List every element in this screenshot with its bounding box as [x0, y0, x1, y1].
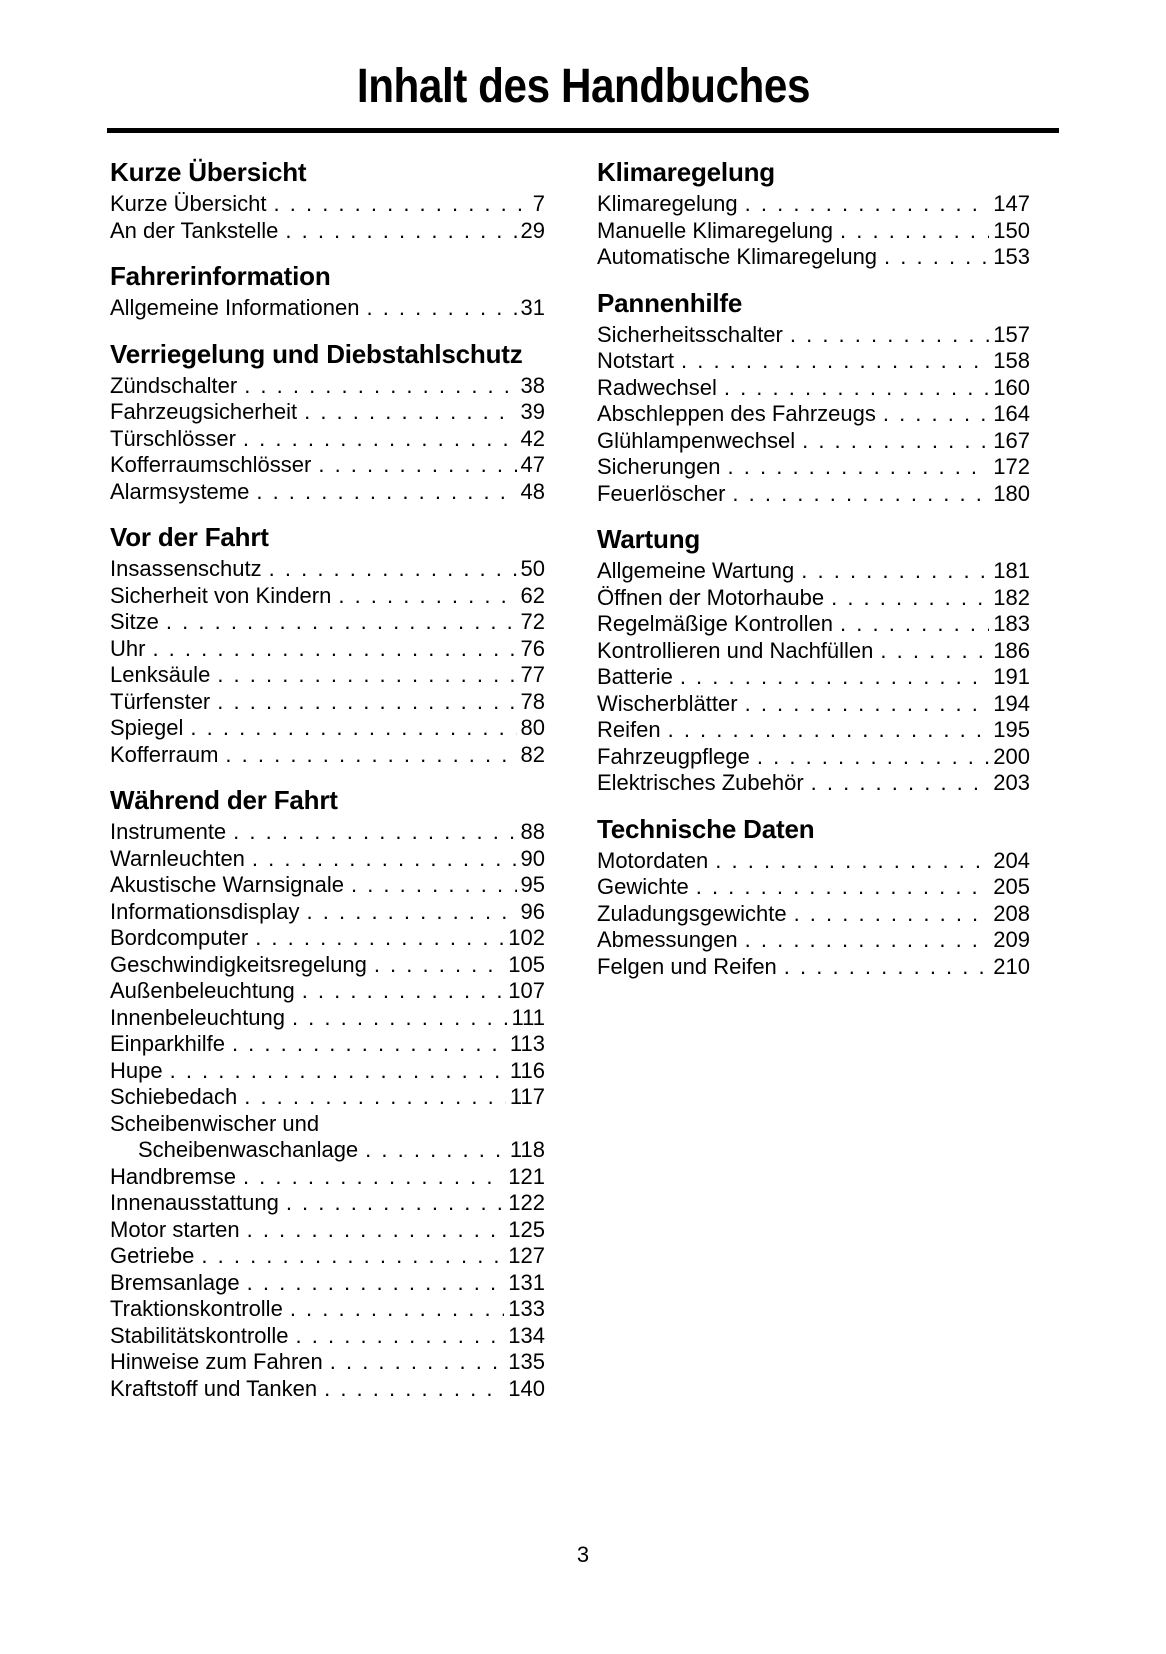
toc-leader-dots: [680, 664, 989, 691]
toc-leader-dots: [252, 846, 517, 873]
toc-entry: [110, 952, 545, 979]
toc-leader-dots: [884, 244, 989, 271]
toc-entry-page-number: 95: [520, 872, 545, 898]
toc-leader-dots: [318, 452, 516, 479]
toc-section-heading: Klimaregelung: [597, 157, 775, 188]
toc-entry-label: Geschwindigkeitsregelung: [110, 951, 367, 977]
toc-entry-page-number: 77: [520, 662, 545, 688]
toc-entry-page-number: 29: [520, 217, 545, 243]
toc-leader-dots: [217, 689, 516, 716]
toc-entry: [110, 1270, 545, 1297]
toc-leader-dots: [232, 1031, 506, 1058]
toc-entry: [110, 1323, 545, 1350]
toc-entry: [597, 954, 1030, 981]
toc-entry-page-number: 195: [993, 717, 1030, 743]
toc-entry-label: Sicherungen: [597, 454, 721, 480]
toc-entry-page-number: 133: [508, 1296, 545, 1322]
toc-entry-page-number: 204: [993, 847, 1030, 873]
toc-entry-label: Motor starten: [110, 1216, 240, 1242]
toc-entry: [110, 1190, 545, 1217]
toc-entry: [110, 1084, 545, 1111]
toc-entry-page-number: 122: [508, 1190, 545, 1216]
toc-entry: [110, 978, 545, 1005]
toc-entry-label: Reifen: [597, 717, 661, 743]
toc-entry-label: Notstart: [597, 348, 675, 374]
toc-entry-page-number: 111: [511, 1004, 545, 1030]
toc-leader-dots: [840, 611, 989, 638]
toc-leader-dots: [696, 874, 990, 901]
toc-entry-label: Alarmsysteme: [110, 478, 250, 504]
toc-entry-label: Einparkhilfe: [110, 1031, 225, 1057]
toc-entry-page-number: 118: [509, 1137, 545, 1163]
toc-entry-page-number: 140: [508, 1375, 545, 1401]
toc-entry-label: Schiebedach: [110, 1084, 238, 1110]
toc-entry-page-number: 39: [520, 399, 545, 425]
toc-leader-dots: [302, 978, 505, 1005]
toc-section: [597, 524, 1030, 797]
toc-entry: [110, 1005, 545, 1032]
toc-entry: [110, 846, 545, 873]
toc-entry: [110, 452, 545, 479]
toc-entry-label: Gewichte: [597, 874, 689, 900]
toc-entry-label: Innenausstattung: [110, 1190, 279, 1216]
toc-leader-dots: [790, 322, 989, 349]
toc-entry-label: Kraftstoff und Tanken: [110, 1375, 318, 1401]
toc-entry: [110, 1296, 545, 1323]
toc-leader-dots: [811, 770, 990, 797]
toc-entry: [110, 556, 545, 583]
toc-entry-label: Kofferraum: [110, 741, 219, 767]
toc-entry-label: Allgemeine Informationen: [110, 295, 360, 321]
toc-entry-label: Scheibenwischer und: [110, 1110, 320, 1136]
toc-entry-page-number: 80: [520, 715, 545, 741]
toc-leader-dots: [243, 426, 517, 453]
toc-entry-page-number: 135: [508, 1349, 545, 1375]
toc-leader-dots: [883, 401, 989, 428]
toc-entry: [597, 218, 1030, 245]
toc-entry: [597, 191, 1030, 218]
toc-leader-dots: [243, 1164, 504, 1191]
toc-leader-dots: [802, 428, 989, 455]
toc-entry-page-number: 160: [993, 374, 1030, 400]
toc-entry-label: Türschlösser: [110, 425, 236, 451]
toc-entry: [597, 874, 1030, 901]
toc-entry-label: Zündschalter: [110, 372, 238, 398]
page-title-text: Inhalt des Handbuches: [356, 60, 810, 113]
toc-entry: [597, 348, 1030, 375]
toc-entry-page-number: 117: [509, 1084, 545, 1110]
toc-leader-dots: [724, 375, 989, 402]
toc-entry-page-number: 203: [993, 770, 1030, 796]
toc-leader-dots: [366, 295, 516, 322]
toc-entry: [597, 585, 1030, 612]
toc-entry-label: Traktionskontrolle: [110, 1296, 283, 1322]
toc-entry-page-number: 150: [993, 217, 1030, 243]
toc-entry-label: Manuelle Klimaregelung: [597, 217, 834, 243]
toc-entry-page-number: 172: [993, 454, 1030, 480]
toc-entry: [597, 717, 1030, 744]
toc-entry-label: Automatische Klimaregelung: [597, 244, 878, 270]
toc-entry-label: Wischerblätter: [597, 690, 738, 716]
toc-leader-dots: [880, 638, 989, 665]
toc-entry-page-number: 205: [993, 874, 1030, 900]
toc-entry-page-number: 7: [532, 191, 545, 217]
toc-leader-dots: [274, 191, 529, 218]
toc-section-heading: Fahrerinformation: [110, 261, 331, 292]
toc-leader-dots: [794, 901, 990, 928]
toc-entry: [110, 742, 545, 769]
toc-entry: [597, 322, 1030, 349]
toc-entry-label: Bordcomputer: [110, 925, 249, 951]
toc-entry-label: Glühlampenwechsel: [597, 427, 796, 453]
toc-entry-page-number: 181: [993, 558, 1030, 584]
toc-entry-page-number: 82: [520, 741, 545, 767]
toc-entry-label: An der Tankstelle: [110, 217, 279, 243]
toc-leader-dots: [715, 848, 989, 875]
toc-entry: [110, 1137, 545, 1164]
toc-entry-label: Scheibenwaschanlage: [138, 1137, 359, 1163]
toc-entry-label: Hupe: [110, 1057, 163, 1083]
toc-entry-label: Türfenster: [110, 688, 211, 714]
toc-leader-dots: [233, 819, 516, 846]
toc-entry-label: Sicherheit von Kindern: [110, 582, 332, 608]
toc-entry-label: Handbremse: [110, 1163, 236, 1189]
toc-leader-dots: [166, 609, 517, 636]
toc-entry: [110, 662, 545, 689]
toc-entry-label: Akustische Warnsignale: [110, 872, 344, 898]
toc-entry-page-number: 167: [993, 427, 1030, 453]
toc-entry-page-number: 121: [508, 1163, 545, 1189]
toc-entry-label: Uhr: [110, 635, 146, 661]
toc-entry-label: Kontrollieren und Nachfüllen: [597, 637, 874, 663]
toc-entry: [110, 218, 545, 245]
toc-entry-label: Instrumente: [110, 819, 227, 845]
toc-entry: [110, 899, 545, 926]
toc-entry-label: Fahrzeugpflege: [597, 743, 750, 769]
toc-entry: [597, 428, 1030, 455]
toc-entry-page-number: 147: [993, 191, 1030, 217]
toc-entry-label: Fahrzeugsicherheit: [110, 399, 298, 425]
toc-leader-dots: [296, 1323, 505, 1350]
toc-entry-page-number: 180: [993, 480, 1030, 506]
toc-entry: [110, 479, 545, 506]
toc-section-heading: Technische Daten: [597, 813, 815, 844]
toc-entry-page-number: 191: [993, 664, 1030, 690]
toc-leader-dots: [840, 218, 989, 245]
toc-entry-page-number: 208: [993, 900, 1030, 926]
toc-entry: [597, 244, 1030, 271]
toc-entry-page-number: 113: [509, 1031, 545, 1057]
toc-entry: [110, 399, 545, 426]
toc-leader-dots: [190, 715, 516, 742]
toc-entry: [110, 1031, 545, 1058]
toc-section-heading: Während der Fahrt: [110, 785, 338, 816]
toc-leader-dots: [225, 742, 516, 769]
toc-leader-dots: [292, 1005, 508, 1032]
toc-entry-label: Getriebe: [110, 1243, 195, 1269]
toc-entry-page-number: 194: [993, 690, 1030, 716]
toc-entry: [597, 611, 1030, 638]
toc-leader-dots: [374, 952, 504, 979]
toc-entry-page-number: 50: [520, 556, 545, 582]
toc-leader-dots: [801, 558, 989, 585]
toc-leader-dots: [290, 1296, 504, 1323]
toc-entry-page-number: 48: [520, 478, 545, 504]
toc-leader-dots: [324, 1376, 504, 1403]
toc-section: [597, 288, 1030, 508]
toc-entry: [110, 1349, 545, 1376]
toc-leader-dots: [681, 348, 989, 375]
toc-section-heading: Kurze Übersicht: [110, 157, 307, 188]
toc-entry-page-number: 47: [520, 452, 545, 478]
toc-leader-dots: [285, 218, 516, 245]
toc-entry: [597, 481, 1030, 508]
toc-leader-dots: [307, 899, 517, 926]
toc-entry-page-number: 157: [993, 321, 1030, 347]
toc-leader-dots: [152, 636, 516, 663]
toc-entry-label: Regelmäßige Kontrollen: [597, 611, 834, 637]
toc-entry: [110, 1376, 545, 1403]
toc-entry-label: Kurze Übersicht: [110, 191, 267, 217]
toc-entry: [597, 770, 1030, 797]
toc-entry: [110, 295, 545, 322]
toc-section-heading: Vor der Fahrt: [110, 522, 269, 553]
toc-entry: [110, 819, 545, 846]
toc-leader-dots: [247, 1270, 505, 1297]
toc-entry: [597, 401, 1030, 428]
toc-entry-page-number: 72: [520, 609, 545, 635]
toc-entry: [110, 636, 545, 663]
toc-entry: [597, 375, 1030, 402]
table-of-contents: [0, 133, 1166, 1402]
toc-entry: [110, 1217, 545, 1244]
toc-entry: [597, 558, 1030, 585]
toc-entry: [597, 691, 1030, 718]
toc-leader-dots: [304, 399, 516, 426]
toc-entry-page-number: 78: [520, 688, 545, 714]
toc-leader-dots: [745, 927, 990, 954]
toc-entry-page-number: 90: [520, 845, 545, 871]
toc-leader-dots: [745, 191, 990, 218]
toc-leader-dots: [757, 744, 989, 771]
toc-entry-label: Außenbeleuchtung: [110, 978, 295, 1004]
toc-entry-page-number: 31: [520, 295, 545, 321]
toc-entry: [110, 872, 545, 899]
toc-section: [110, 522, 545, 768]
toc-entry-page-number: 183: [993, 611, 1030, 637]
toc-leader-dots: [269, 556, 517, 583]
toc-leader-dots: [745, 691, 990, 718]
toc-entry-label: Batterie: [597, 664, 673, 690]
toc-leader-dots: [365, 1137, 506, 1164]
toc-entry: [110, 191, 545, 218]
toc-leader-dots: [330, 1349, 505, 1376]
toc-entry-label: Warnleuchten: [110, 845, 245, 871]
toc-section: [110, 261, 545, 322]
toc-entry-label: Insassenschutz: [110, 556, 262, 582]
toc-entry-label: Felgen und Reifen: [597, 953, 777, 979]
toc-entry: [110, 1058, 545, 1085]
toc-entry-label: Zuladungsgewichte: [597, 900, 787, 926]
toc-entry-page-number: 134: [508, 1322, 545, 1348]
toc-entry-page-number: 158: [993, 348, 1030, 374]
toc-entry-label: Feuerlöscher: [597, 480, 726, 506]
toc-entry-page-number: 131: [508, 1269, 545, 1295]
toc-entry-page-number: 96: [520, 898, 545, 924]
toc-column: [110, 157, 545, 1402]
toc-leader-dots: [256, 479, 516, 506]
toc-entry-page-number: 153: [993, 244, 1030, 270]
toc-entry-page-number: 88: [520, 819, 545, 845]
toc-entry: [110, 1164, 545, 1191]
toc-leader-dots: [247, 1217, 505, 1244]
toc-entry-label: Spiegel: [110, 715, 184, 741]
toc-section: [110, 339, 545, 506]
toc-entry-page-number: 186: [993, 637, 1030, 663]
toc-entry-label: Kofferraumschlösser: [110, 452, 312, 478]
toc-entry: [597, 664, 1030, 691]
toc-entry-page-number: 125: [508, 1216, 545, 1242]
toc-entry-page-number: 127: [508, 1243, 545, 1269]
toc-entry: [110, 925, 545, 952]
toc-leader-dots: [728, 454, 990, 481]
toc-entry: [110, 609, 545, 636]
toc-entry-page-number: 164: [993, 401, 1030, 427]
toc-entry-page-number: 116: [509, 1057, 545, 1083]
toc-entry-label: Informationsdisplay: [110, 898, 300, 924]
toc-entry: [110, 583, 545, 610]
toc-entry-page-number: 76: [520, 635, 545, 661]
toc-leader-dots: [244, 1084, 506, 1111]
toc-leader-dots: [831, 585, 989, 612]
toc-entry: [110, 1243, 545, 1270]
toc-entry-label: Abmessungen: [597, 927, 738, 953]
toc-entry-label: Sitze: [110, 609, 159, 635]
toc-entry: [597, 454, 1030, 481]
toc-entry-page-number: 210: [993, 953, 1030, 979]
toc-leader-dots: [217, 662, 516, 689]
toc-entry-page-number: 200: [993, 743, 1030, 769]
toc-entry-label: Radwechsel: [597, 374, 717, 400]
toc-section: [110, 785, 545, 1402]
toc-leader-dots: [244, 373, 516, 400]
toc-entry-page-number: 38: [520, 372, 545, 398]
toc-entry: [597, 744, 1030, 771]
toc-entry: [597, 638, 1030, 665]
toc-entry-label: Abschleppen des Fahrzeugs: [597, 401, 876, 427]
toc-entry: [597, 901, 1030, 928]
toc-section-heading: Pannenhilfe: [597, 287, 743, 318]
toc-entry-page-number: 105: [508, 951, 545, 977]
toc-entry-label: Lenksäule: [110, 662, 211, 688]
toc-entry: [110, 1111, 545, 1138]
toc-entry-page-number: 102: [508, 925, 545, 951]
toc-entry-label: Motordaten: [597, 847, 709, 873]
toc-leader-dots: [170, 1058, 506, 1085]
toc-entry-label: Stabilitätskontrolle: [110, 1322, 289, 1348]
toc-section-heading: Verriegelung und Diebstahlschutz: [110, 338, 523, 369]
toc-entry: [110, 426, 545, 453]
toc-entry-page-number: 42: [520, 425, 545, 451]
toc-entry-label: Hinweise zum Fahren: [110, 1349, 323, 1375]
toc-section-heading: Wartung: [597, 524, 701, 555]
toc-leader-dots: [201, 1243, 504, 1270]
toc-leader-dots: [286, 1190, 504, 1217]
toc-section: [110, 157, 545, 244]
footer-page-number: 3: [576, 1542, 590, 1567]
toc-entry-label: Klimaregelung: [597, 191, 738, 217]
toc-entry-label: Öffnen der Motorhaube: [597, 584, 825, 610]
toc-section: [597, 814, 1030, 981]
toc-leader-dots: [668, 717, 990, 744]
toc-leader-dots: [351, 872, 517, 899]
toc-leader-dots: [255, 925, 504, 952]
toc-entry: [597, 927, 1030, 954]
toc-entry-label: Elektrisches Zubehör: [597, 770, 804, 796]
toc-entry-label: Sicherheitsschalter: [597, 321, 783, 347]
page-title: [0, 0, 1166, 112]
toc-entry: [597, 848, 1030, 875]
toc-section: [597, 157, 1030, 271]
toc-entry-page-number: 182: [993, 584, 1030, 610]
toc-entry: [110, 689, 545, 716]
toc-leader-dots: [338, 583, 516, 610]
toc-entry-page-number: 62: [520, 582, 545, 608]
toc-leader-dots: [732, 481, 989, 508]
toc-entry: [110, 373, 545, 400]
toc-entry-label: Bremsanlage: [110, 1269, 240, 1295]
toc-column: [597, 157, 1030, 980]
toc-entry-page-number: 107: [508, 978, 545, 1004]
toc-entry-label: Allgemeine Wartung: [597, 558, 795, 584]
toc-leader-dots: [784, 954, 989, 981]
toc-entry: [110, 715, 545, 742]
toc-entry-page-number: 209: [993, 927, 1030, 953]
toc-entry-label: Innenbeleuchtung: [110, 1004, 285, 1030]
